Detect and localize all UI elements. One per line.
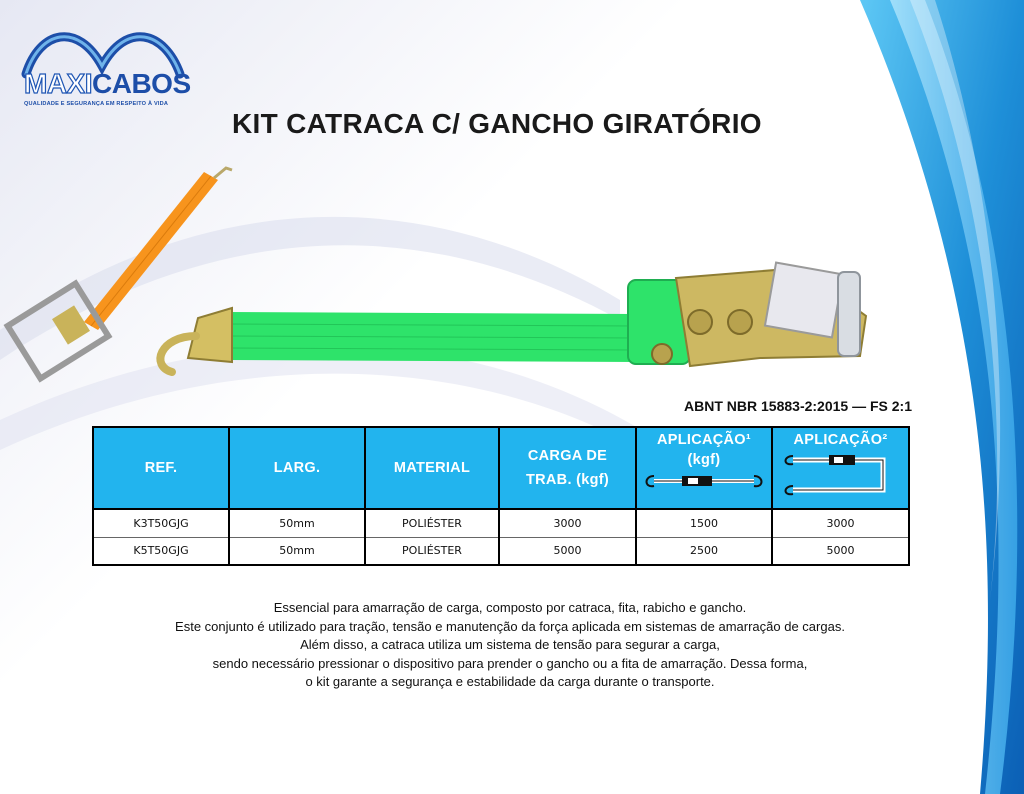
description-line: sendo necessário pressionar o dispositivo para prender o gancho ou a fita de amarração. Dessa forma, [212, 655, 808, 671]
norm-standard: ABNT NBR 15883-2:2015 — FS 2:1 [684, 398, 912, 414]
header-material: MATERIAL [365, 427, 499, 509]
cell-material: POLIÉSTER [365, 537, 499, 565]
description-line: Este conjunto é utilizado para tração, tensão e manutenção da força aplicada em sistemas de amarração de cargas. [175, 618, 845, 634]
table-row [93, 509, 909, 537]
logo-wordmark [24, 68, 189, 100]
header-app2-line1: APLICAÇÃO² [793, 432, 888, 448]
header-app1-line2: (kgf) [687, 452, 721, 468]
logo-maxi: MAXI [24, 68, 92, 99]
product-image [0, 150, 900, 390]
header-ref: REF. [93, 427, 229, 509]
application-2-loop-icon [779, 450, 903, 500]
cell-carga: 5000 [499, 537, 636, 565]
cell-app1: 2500 [636, 537, 772, 565]
logo-cabos: CABOS [92, 68, 191, 99]
table-header-row [93, 427, 909, 509]
main-ratchet-strap [160, 263, 866, 372]
description-line: Essencial para amarração de carga, composto por catraca, fita, rabicho e gancho. [273, 600, 747, 615]
description-line: o kit garante a segurança e estabilidade da carga durante o transporte. [305, 674, 715, 689]
header-app1-line1: APLICAÇÃO¹ [656, 432, 752, 448]
product-description [160, 599, 860, 692]
logo-tagline: QUALIDADE E SEGURANÇA EM RESPEITO À VIDA [24, 101, 169, 107]
cell-ref: K5T50GJG [93, 537, 229, 565]
cell-larg: 50mm [229, 509, 365, 537]
page-title: KIT CATRACA C/ GANCHO GIRATÓRIO [232, 108, 762, 139]
header-larg: LARG. [229, 427, 365, 509]
cell-app2: 5000 [772, 537, 909, 565]
cell-carga: 3000 [499, 509, 636, 537]
header-application-2 [772, 427, 909, 509]
table-row [93, 537, 909, 565]
header-carga-line2: TRAB. (kgf) [525, 472, 610, 488]
maxicabos-logo [18, 22, 191, 112]
cell-larg: 50mm [229, 537, 365, 565]
application-1-straight-icon [642, 470, 766, 492]
cell-ref: K3T50GJG [93, 509, 229, 537]
header-carga-line1: CARGA DE [527, 448, 608, 464]
header-carga [499, 427, 636, 509]
description-line: Além disso, a catraca utiliza um sistema de tensão para segurar a carga, [300, 637, 720, 652]
cell-app2: 3000 [772, 509, 909, 537]
header-application-1 [636, 427, 772, 509]
cell-app1: 1500 [636, 509, 772, 537]
specifications-table [92, 426, 910, 566]
cell-material: POLIÉSTER [365, 509, 499, 537]
